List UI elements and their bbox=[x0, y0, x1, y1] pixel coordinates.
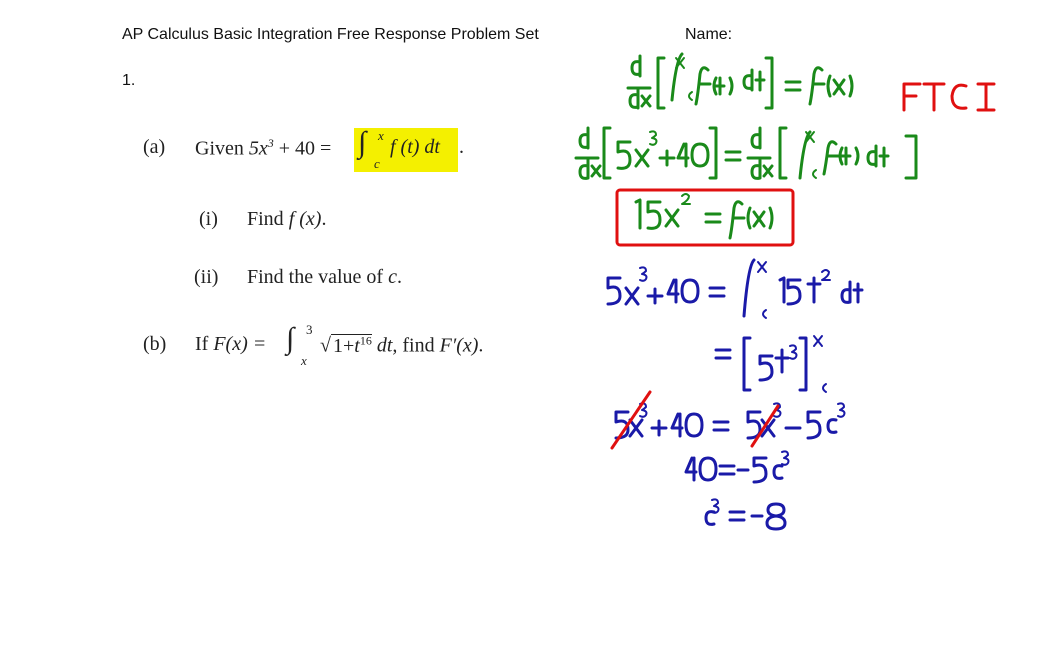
hw-equals-2 bbox=[726, 152, 740, 160]
problem-number: 1. bbox=[122, 72, 136, 89]
lhs-exponent: 3 bbox=[267, 136, 274, 150]
sub-ii-expr: c bbox=[388, 266, 397, 288]
f-prime: F′(x) bbox=[439, 334, 479, 357]
part-b-lower-limit: x bbox=[301, 353, 307, 368]
worksheet-title: AP Calculus Basic Integration Free Response Problem Set bbox=[122, 26, 539, 43]
hw-step1 bbox=[608, 260, 862, 318]
sub-ii-end: . bbox=[396, 266, 402, 288]
hw-boxed-answer bbox=[617, 190, 793, 245]
hw-fx-3 bbox=[730, 202, 772, 238]
hw-x-2 bbox=[636, 150, 648, 166]
handwriting-blue-work bbox=[608, 260, 862, 529]
integrand: f (t) dt bbox=[390, 136, 440, 158]
hw-five-3 bbox=[648, 202, 660, 228]
handwriting-line-derivative-both-sides bbox=[576, 128, 916, 178]
hw-d-over-dx-1 bbox=[628, 56, 650, 108]
hw-step5 bbox=[706, 499, 785, 529]
hw-step4 bbox=[686, 451, 789, 482]
hw-one-3 bbox=[636, 200, 640, 228]
lhs-term: 5x bbox=[248, 137, 268, 160]
hw-bracket-open-1 bbox=[658, 58, 664, 108]
hw-step3 bbox=[616, 403, 845, 438]
radicand-exponent: 16 bbox=[359, 333, 372, 347]
hw-equals-1 bbox=[786, 82, 800, 90]
hw-bracket-close-1 bbox=[766, 58, 772, 108]
lhs-tail: + 40 = bbox=[273, 137, 332, 160]
radicand-one: 1+ bbox=[332, 334, 355, 357]
name-label: Name: bbox=[685, 26, 733, 43]
hw-dt-1 bbox=[744, 70, 764, 90]
hw-f-1 bbox=[696, 68, 710, 104]
hw-five-2 bbox=[618, 142, 630, 168]
sub-i-text: Find bbox=[247, 208, 284, 230]
hw-lower-c-1 bbox=[689, 92, 692, 100]
part-a-end: . bbox=[459, 136, 464, 158]
hw-square-3 bbox=[682, 194, 690, 204]
sub-ii-label: (ii) bbox=[194, 266, 219, 288]
sub-i-label: (i) bbox=[199, 208, 218, 230]
part-b-end: . bbox=[478, 334, 484, 357]
hw-red-box bbox=[617, 190, 793, 245]
sub-i-end: . bbox=[321, 208, 327, 230]
hw-plus-2 bbox=[660, 151, 674, 165]
hw-x-3 bbox=[666, 210, 678, 226]
part-b-label: (b) bbox=[143, 333, 167, 355]
integral-lower-limit: c bbox=[374, 156, 380, 171]
integral-sign: ∫ bbox=[358, 126, 367, 159]
integral-upper-limit: x bbox=[378, 128, 384, 143]
part-a-label: (a) bbox=[143, 136, 166, 158]
hw-step2 bbox=[716, 336, 826, 392]
handwriting-line-ftc bbox=[628, 54, 852, 108]
big-f-of-x: F(x) = bbox=[213, 333, 267, 355]
radicand-t: t bbox=[354, 334, 360, 357]
part-b-dt: dt, bbox=[376, 334, 398, 357]
hw-cube-2 bbox=[650, 131, 657, 144]
hw-zero-2 bbox=[692, 144, 708, 166]
hw-paren-t-1 bbox=[714, 78, 732, 94]
hw-equals-3 bbox=[706, 214, 720, 222]
sqrt-symbol: √ bbox=[320, 334, 331, 357]
part-b-upper-limit: 3 bbox=[306, 322, 313, 337]
part-b-integral-sign: ∫ bbox=[286, 322, 295, 355]
given-word: Given bbox=[195, 137, 244, 160]
if-word: If bbox=[195, 333, 209, 355]
find-word: find bbox=[402, 334, 435, 357]
hw-ftc-label bbox=[904, 84, 994, 110]
hw-fx-1 bbox=[810, 68, 852, 104]
sub-i-expr: f (x) bbox=[288, 208, 322, 230]
sub-ii-text: Find the value of bbox=[247, 266, 384, 288]
hw-four-2 bbox=[678, 144, 688, 166]
